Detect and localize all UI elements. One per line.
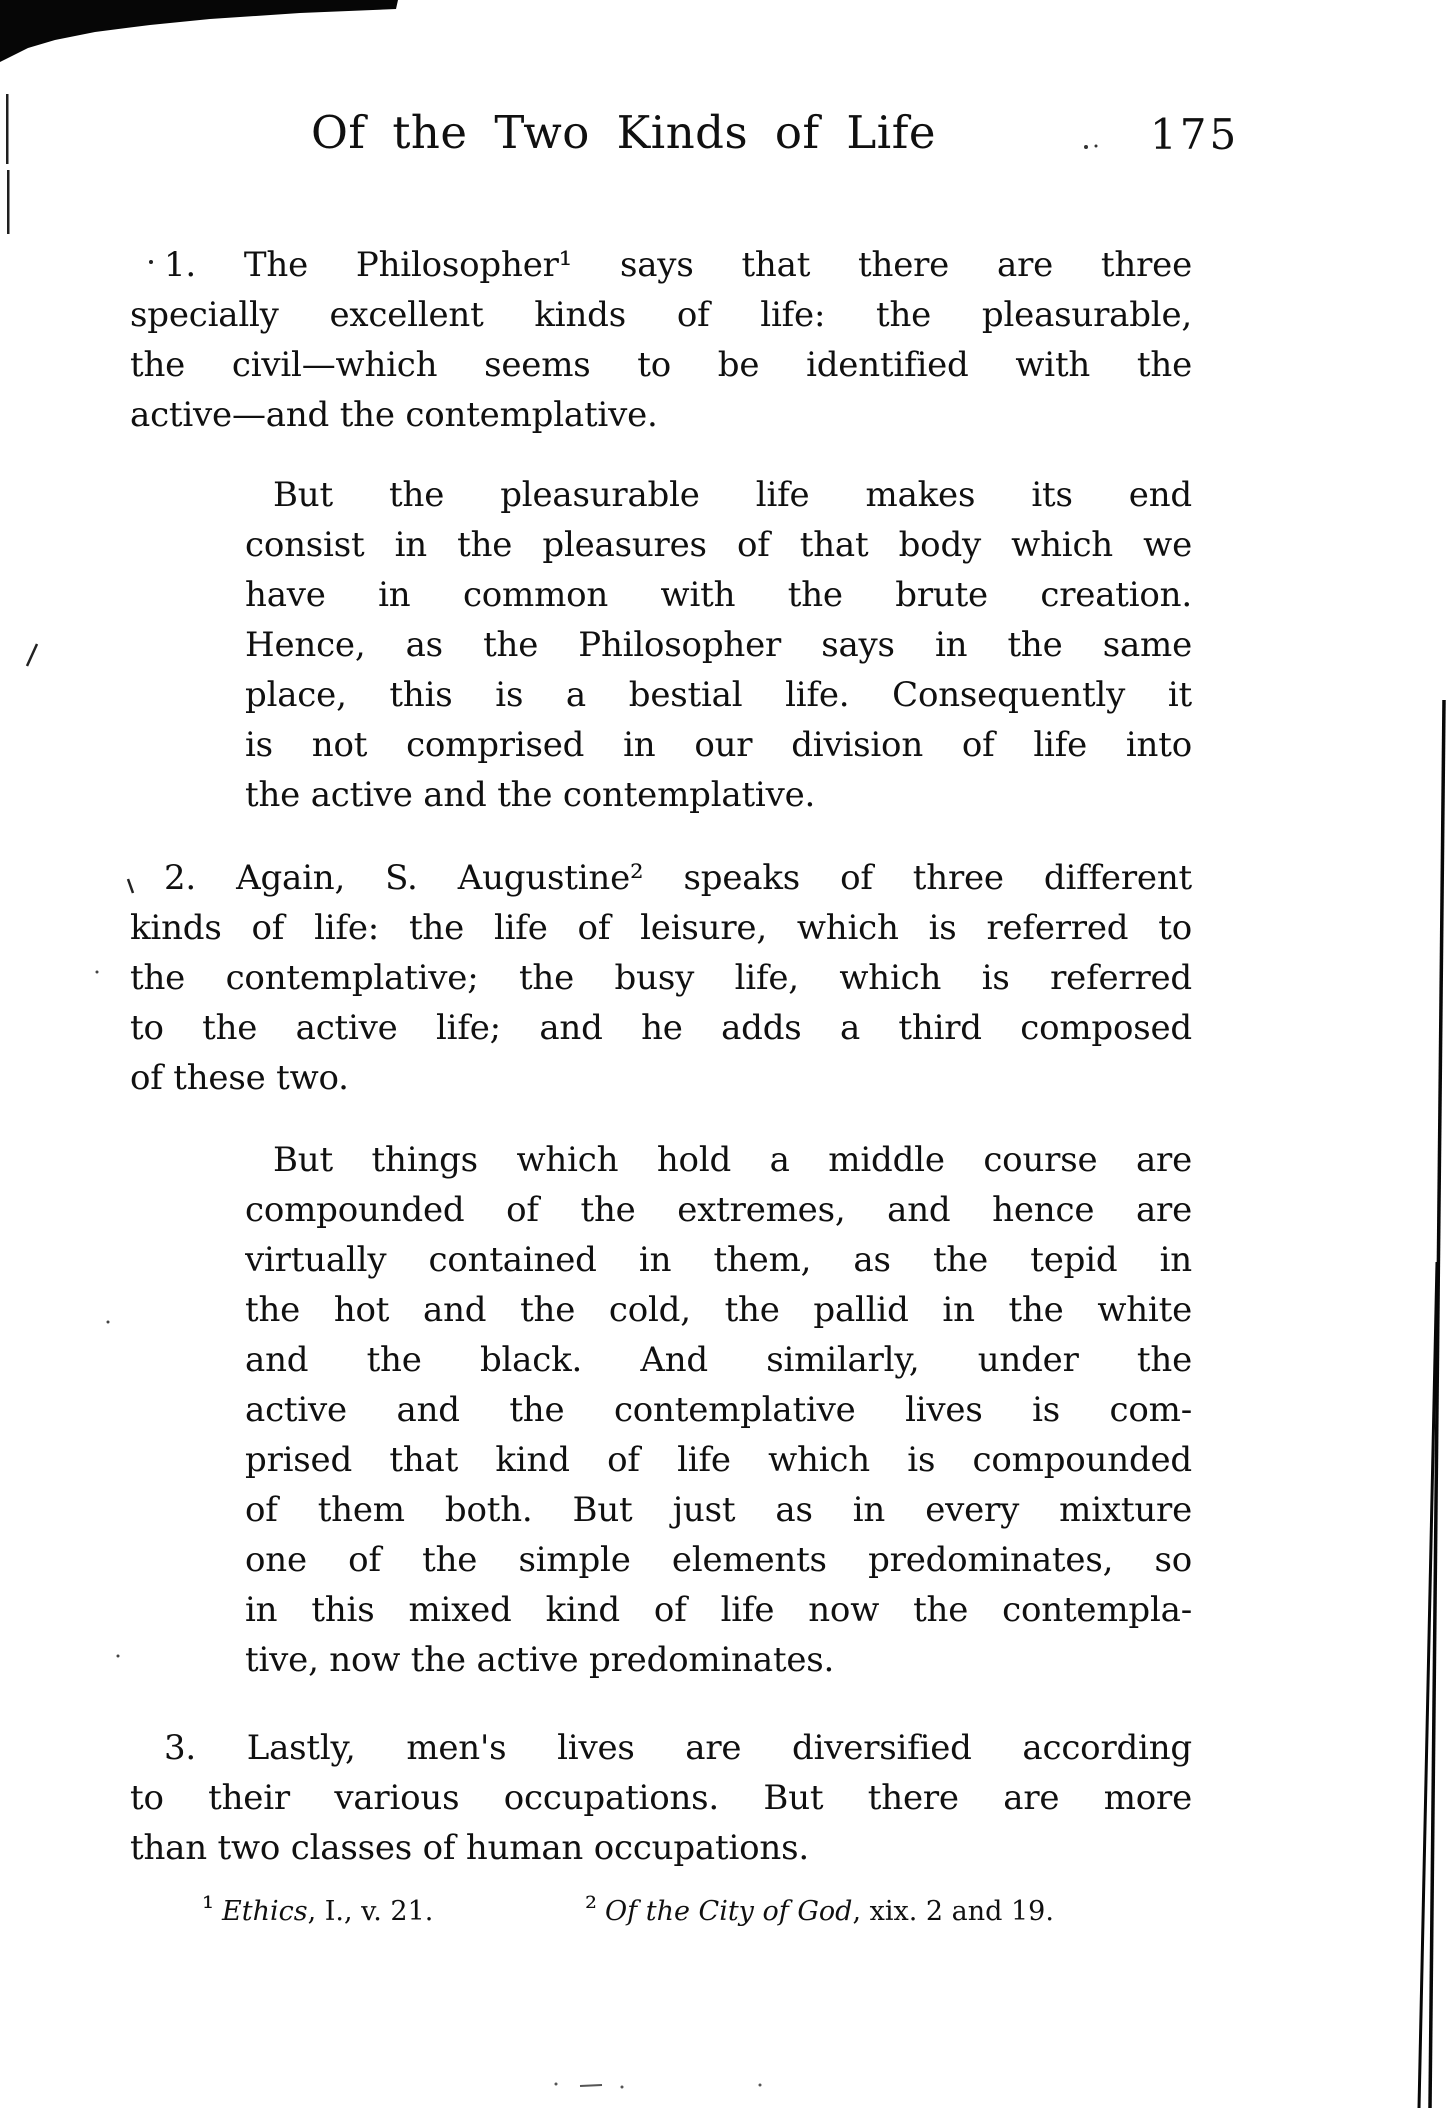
text-line: the civil—which seems to be identified with the — [130, 345, 1192, 385]
text-line: the hot and the cold, the pallid in the white — [245, 1290, 1192, 1330]
text-line: 2. Again, S. Augustine² speaks of three different — [164, 858, 1192, 898]
scan-mark-left-edge — [7, 170, 10, 234]
text-line: in this mixed kind of life now the contempla- — [245, 1590, 1192, 1630]
text-line: have in common with the brute creation. — [245, 575, 1192, 615]
footnote-work-title: Of the City of God — [605, 1896, 853, 1927]
text-line: than two classes of human occupations. — [130, 1828, 809, 1868]
text-block — [130, 0, 1240, 2108]
scan-speck — [96, 971, 99, 974]
footnote-marker: ² — [585, 1891, 598, 1926]
text-line: specially excellent kinds of life: the pleasurable, — [130, 295, 1192, 335]
paragraph-2 — [130, 853, 1192, 1103]
text-line: 1. The Philosopher¹ says that there are three — [164, 245, 1192, 285]
text-line: virtually contained in them, as the tepid in — [245, 1240, 1192, 1280]
text-line: Hence, as the Philosopher says in the same — [245, 625, 1192, 665]
text-line: to their various occupations. But there are more — [130, 1778, 1192, 1818]
page-edge-line — [1419, 1262, 1437, 2108]
quote-paragraph-2 — [245, 1135, 1192, 1685]
text-line: is not comprised in our division of life into — [245, 725, 1192, 765]
footnote-marker: ¹ — [202, 1891, 215, 1926]
footnote-work-title: Ethics — [222, 1896, 308, 1927]
footnote-1 — [202, 1886, 433, 1935]
text-line: 3. Lastly, men's lives are diversified according — [164, 1728, 1192, 1768]
page-header — [130, 106, 1240, 160]
text-line: one of the simple elements predominates, so — [245, 1540, 1192, 1580]
footnotes — [130, 1886, 1192, 1936]
footnote-citation: , xix. 2 and 19. — [852, 1896, 1054, 1927]
page-edge-line — [1430, 700, 1444, 2108]
scan-speck — [107, 1321, 110, 1324]
text-line: of these two. — [130, 1058, 349, 1098]
footnote-citation: , I., v. 21. — [307, 1896, 434, 1927]
scan-mark-left-edge — [6, 94, 9, 164]
page-title: Of the Two Kinds of Life — [311, 106, 936, 159]
text-line: But things which hold a middle course are — [273, 1140, 1192, 1180]
text-line: tive, now the active predominates. — [245, 1640, 835, 1680]
text-line: the contemplative; the busy life, which is referred — [130, 958, 1192, 998]
quote-paragraph-1 — [245, 470, 1192, 820]
text-line: kinds of life: the life of leisure, which is referred to — [130, 908, 1192, 948]
text-line: prised that kind of life which is compounded — [245, 1440, 1192, 1480]
text-line: consist in the pleasures of that body which we — [245, 525, 1192, 565]
page-number: 175 — [1150, 110, 1240, 159]
text-line: and the black. And similarly, under the — [245, 1340, 1192, 1380]
text-line: But the pleasurable life makes its end — [273, 475, 1192, 515]
text-line: active—and the contemplative. — [130, 395, 658, 435]
scan-mark-slash — [27, 644, 37, 666]
text-line: of them both. But just as in every mixture — [245, 1490, 1192, 1530]
text-line: to the active life; and he adds a third composed — [130, 1008, 1192, 1048]
text-line: place, this is a bestial life. Consequently it — [245, 675, 1192, 715]
text-line: the active and the contemplative. — [245, 775, 816, 815]
text-line: active and the contemplative lives is com- — [245, 1390, 1192, 1430]
footnote-2 — [585, 1886, 1054, 1935]
text-line: compounded of the extremes, and hence are — [245, 1190, 1192, 1230]
scan-speck — [117, 1655, 120, 1658]
paragraph-1 — [130, 240, 1192, 440]
paragraph-3 — [130, 1723, 1192, 1873]
